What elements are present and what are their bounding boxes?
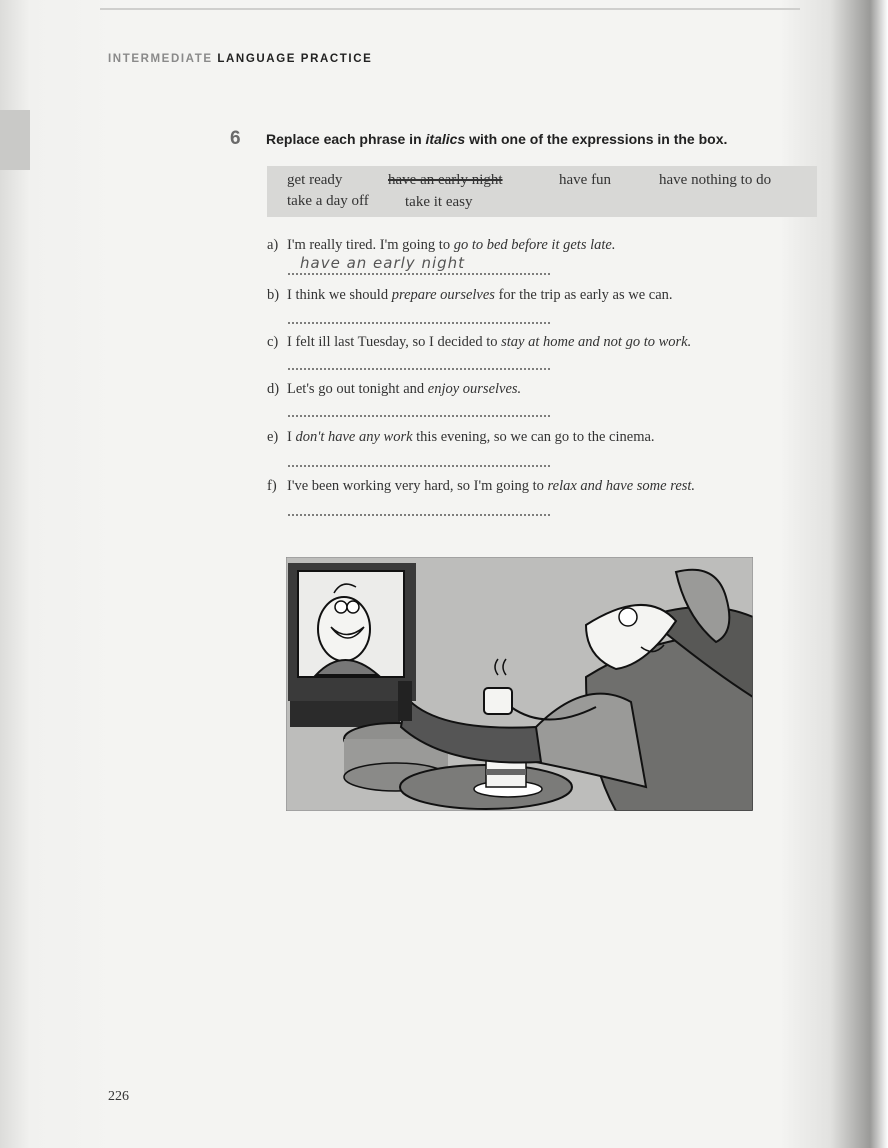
answer-line-a[interactable] <box>287 273 551 275</box>
page-number: 226 <box>108 1089 129 1104</box>
question-text: for the trip as early as we can. <box>494 287 673 303</box>
coffee-cup-icon <box>484 688 512 714</box>
expression-item: have nothing to do <box>659 172 772 188</box>
answer-line-b[interactable] <box>287 322 551 324</box>
answer-line-d[interactable] <box>287 415 551 417</box>
question-italic: don't have any work <box>295 429 413 445</box>
running-head-part1: INTERMEDIATE <box>108 53 213 65</box>
answer-line-f[interactable] <box>287 514 551 516</box>
instruction-text-italic: italics <box>425 131 466 147</box>
page-edge-line <box>100 8 800 10</box>
answer-line-e[interactable] <box>287 465 551 467</box>
running-head-part2: LANGUAGE PRACTICE <box>217 53 373 65</box>
scan-shadow <box>0 110 30 170</box>
expression-item-struck: have an early night <box>388 172 503 188</box>
question-e <box>267 429 655 446</box>
question-text: I think we should <box>287 287 392 303</box>
question-letter: e) <box>267 429 279 445</box>
question-text: Let's go out tonight and <box>287 381 428 397</box>
question-letter: a) <box>267 237 279 253</box>
question-italic: enjoy ourselves. <box>427 381 522 397</box>
exercise-number: 6 <box>230 128 241 149</box>
answer-line-c[interactable] <box>287 368 551 370</box>
cartoon-man-relaxing-icon <box>286 557 753 811</box>
question-text: I felt ill last Tuesday, so I decided to <box>287 334 502 350</box>
question-d <box>267 381 521 398</box>
question-letter: d) <box>267 381 280 397</box>
running-head <box>108 53 372 65</box>
expression-item: take a day off <box>287 193 369 209</box>
expression-item: take it easy <box>405 194 473 210</box>
question-text: this evening, so we can go to the cinema. <box>412 429 655 445</box>
question-italic: relax and have some rest. <box>547 478 696 494</box>
question-f <box>267 478 695 495</box>
expression-box <box>267 166 817 217</box>
question-letter: f) <box>267 478 277 494</box>
question-italic: go to bed before it gets late. <box>453 237 616 253</box>
question-letter: b) <box>267 287 280 303</box>
question-c <box>267 334 691 351</box>
question-b <box>267 287 673 304</box>
instruction-text-post: with one of the expressions in the box. <box>465 131 728 147</box>
question-letter: c) <box>267 334 279 350</box>
question-a <box>267 237 615 254</box>
expression-item: get ready <box>287 172 343 188</box>
expression-item: have fun <box>559 172 612 188</box>
question-italic: prepare ourselves <box>391 287 495 303</box>
handwritten-answer: have an early night <box>300 254 466 272</box>
exercise-instruction <box>266 131 727 147</box>
instruction-text-pre: Replace each phrase in <box>266 131 426 147</box>
question-text: I'm really tired. I'm going to <box>287 237 454 253</box>
question-text: I've been working very hard, so I'm going to <box>287 478 548 494</box>
question-text: I <box>287 429 296 445</box>
question-italic: stay at home and not go to work. <box>501 334 692 350</box>
